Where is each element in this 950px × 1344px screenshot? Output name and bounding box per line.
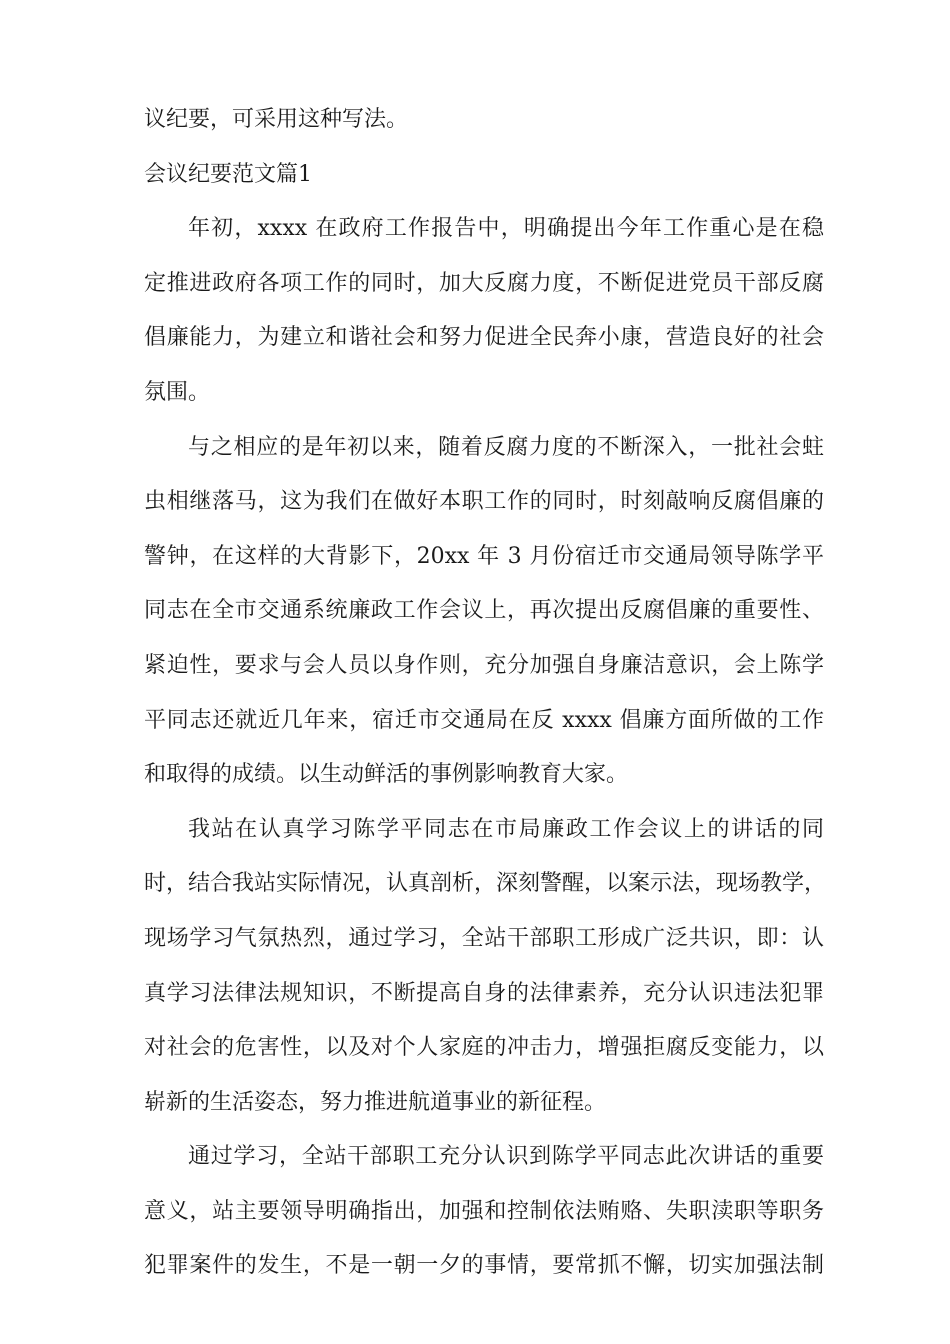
text-line: 倡廉能力，为建立和谐社会和努力促进全民奔小康，营造良好的社会	[144, 325, 824, 351]
text-line: 紧迫性，要求与会人员以身作则，充分加强自身廉洁意识，会上陈学	[144, 652, 824, 678]
text-line: 意义，站主要领导明确指出，加强和控制依法贿赂、失职渎职等职务	[144, 1198, 824, 1224]
section-heading: 会议纪要范文篇1	[144, 161, 312, 187]
text-line: 虫相继落马，这为我们在做好本职工作的同时，时刻敲响反腐倡廉的	[144, 489, 824, 515]
text-line: 通过学习，全站干部职工充分认识到陈学平同志此次讲话的重要	[188, 1144, 824, 1170]
text-line: 议纪要，可采用这种写法。	[144, 107, 409, 132]
text-line: 和取得的成绩。以生动鲜活的事例影响教育大家。	[144, 762, 629, 788]
text-line: 年初，xxxx 在政府工作报告中，明确提出今年工作重心是在稳	[188, 216, 824, 242]
text-line: 我站在认真学习陈学平同志在市局廉政工作会议上的讲话的同	[188, 816, 824, 842]
text-line: 同志在全市交通系统廉政工作会议上，再次提出反腐倡廉的重要性、	[144, 598, 824, 624]
text-line: 真学习法律法规知识，不断提高自身的法律素养，充分认识违法犯罪	[144, 980, 824, 1006]
text-line: 崭新的生活姿态，努力推进航道事业的新征程。	[144, 1089, 607, 1115]
text-line: 氛围。	[144, 379, 211, 405]
text-line: 与之相应的是年初以来，随着反腐力度的不断深入，一批社会蛀	[188, 434, 824, 460]
document-body	[144, 93, 827, 1294]
text-line: 定推进政府各项工作的同时，加大反腐力度，不断促进党员干部反腐	[144, 270, 824, 296]
text-line: 现场学习气氛热烈，通过学习，全站干部职工形成广泛共识，即：认	[144, 925, 824, 951]
text-line: 对社会的危害性，以及对个人家庭的冲击力，增强拒腐反变能力，以	[144, 1035, 824, 1061]
text-line: 警钟，在这样的大背影下，20xx 年 3 月份宿迁市交通局领导陈学平	[144, 543, 824, 569]
text-line: 犯罪案件的发生，不是一朝一夕的事情，要常抓不懈，切实加强法制	[144, 1253, 824, 1279]
text-line: 平同志还就近几年来，宿迁市交通局在反 xxxx 倡廉方面所做的工作	[144, 707, 824, 733]
text-line: 时，结合我站实际情况，认真剖析，深刻警醒，以案示法，现场教学，	[144, 871, 827, 897]
